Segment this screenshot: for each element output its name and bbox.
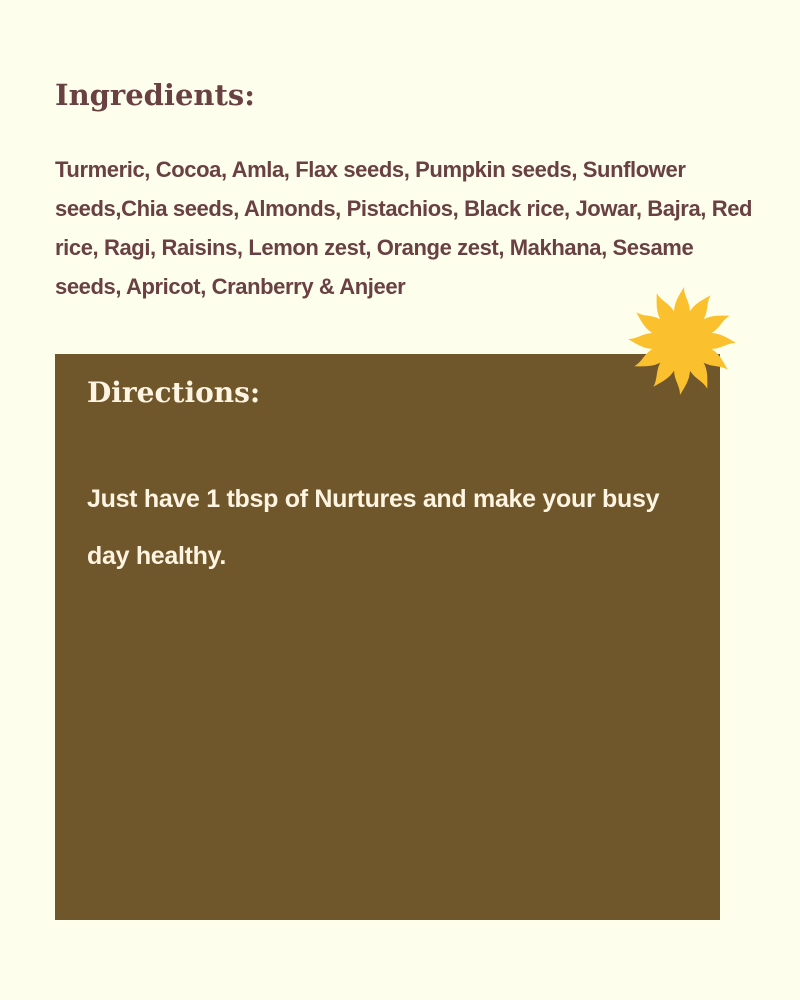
sun-ray [674,287,690,313]
sun-ray [628,333,654,349]
ingredients-heading: Ingredients: [55,78,255,112]
ingredients-list: Turmeric, Cocoa, Amla, Flax seeds, Pumpkin seeds, Sunflower seeds,Chia seeds, Almonds, Pistachios, Black rice, Jowar, Bajra, Red rice, Ragi, Raisins, Lemon zest, Orange zest, Makhana, Sesame seeds, Apricot, Cranberry & Anjeer [55,157,753,299]
directions-heading: Directions: [87,376,261,409]
directions-panel [55,354,720,920]
sun-ray [710,333,736,349]
directions-text: Just have 1 tbsp of Nurtures and make your busy day healthy. [87,485,660,570]
sun-ray [674,369,690,395]
sun-icon [624,283,740,399]
